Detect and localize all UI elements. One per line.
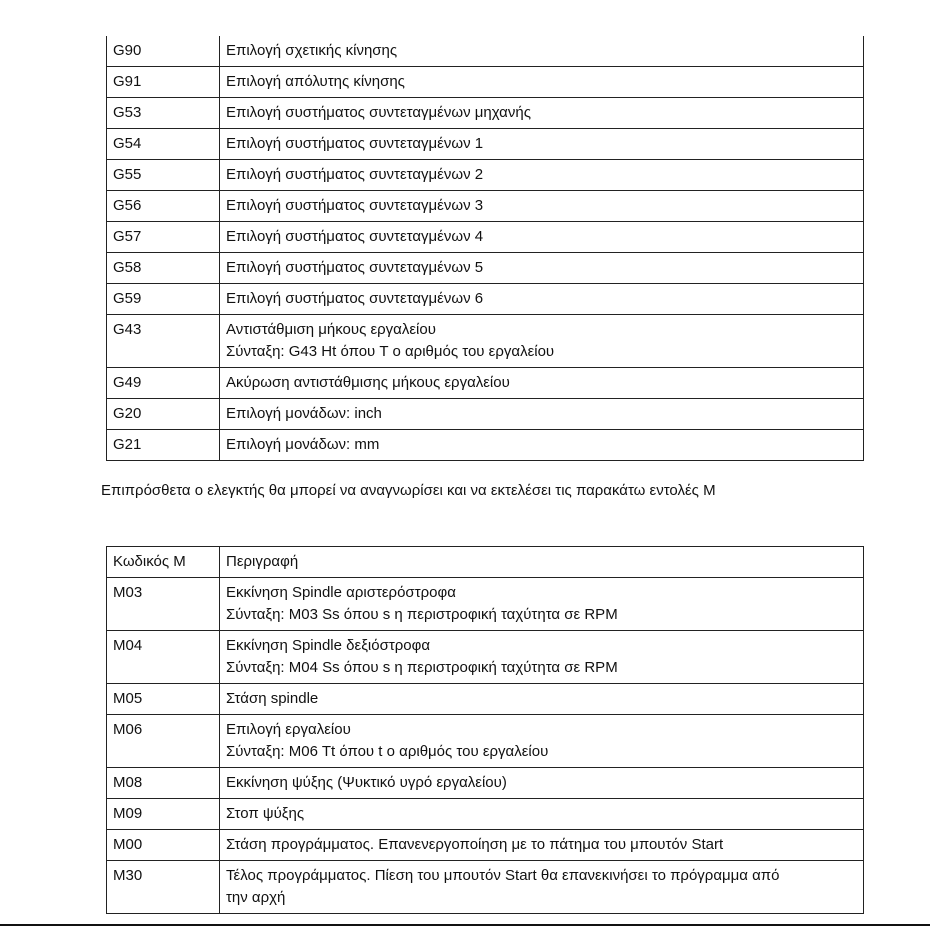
description-line: Σύνταξη: M03 Ss όπου s η περιστροφική ταχύτητα σε RPM — [226, 606, 618, 623]
description-line: Επιλογή σχετικής κίνησης — [226, 42, 398, 59]
code-cell: M03 — [107, 578, 220, 631]
code-cell: M06 — [107, 715, 220, 768]
description-cell — [220, 861, 864, 914]
page-bottom-rule — [0, 924, 930, 926]
description-line: Αντιστάθμιση μήκους εργαλείου — [226, 321, 436, 338]
code-cell: M08 — [107, 768, 220, 799]
description-line: Εκκίνηση Spindle αριστερόστροφα — [226, 584, 456, 601]
m-code-table — [106, 546, 864, 914]
g-code-table — [106, 36, 864, 461]
description-line: Εκκίνηση ψύξης (Ψυκτικό υγρό εργαλείου) — [226, 774, 507, 791]
code-cell: G20 — [107, 399, 220, 430]
code-cell: G49 — [107, 368, 220, 399]
description-line: Επιλογή μονάδων: inch — [226, 405, 382, 422]
code-cell: G91 — [107, 67, 220, 98]
description-cell — [220, 684, 864, 715]
description-cell — [220, 160, 864, 191]
code-cell: G56 — [107, 191, 220, 222]
code-cell: G58 — [107, 253, 220, 284]
code-cell: M04 — [107, 631, 220, 684]
description-line: Επιλογή συστήματος συντεταγμένων 6 — [226, 290, 484, 307]
description-cell — [220, 368, 864, 399]
description-line: Επιλογή συστήματος συντεταγμένων 5 — [226, 259, 484, 276]
description-line: την αρχή — [226, 889, 286, 906]
table-row — [107, 631, 864, 684]
table-row — [107, 861, 864, 914]
table-row — [107, 578, 864, 631]
table-row — [107, 399, 864, 430]
description-line: Επιλογή συστήματος συντεταγμένων 1 — [226, 135, 484, 152]
description-line: Επιλογή εργαλείου — [226, 721, 351, 738]
table-row — [107, 191, 864, 222]
code-cell: G57 — [107, 222, 220, 253]
header-description-cell: Περιγραφή — [220, 547, 864, 578]
table-row — [107, 368, 864, 399]
code-cell: G53 — [107, 98, 220, 129]
table-row — [107, 67, 864, 98]
description-cell — [220, 578, 864, 631]
table-row — [107, 36, 864, 67]
g-code-table-body — [107, 36, 864, 461]
description-cell — [220, 67, 864, 98]
description-line: Στάση spindle — [226, 690, 319, 707]
code-cell: G59 — [107, 284, 220, 315]
code-cell: G55 — [107, 160, 220, 191]
code-cell: M09 — [107, 799, 220, 830]
m-code-table-body — [107, 578, 864, 914]
description-cell — [220, 98, 864, 129]
code-cell: M00 — [107, 830, 220, 861]
table-row — [107, 430, 864, 461]
description-cell — [220, 399, 864, 430]
table-row — [107, 315, 864, 368]
description-line: Επιλογή συστήματος συντεταγμένων 3 — [226, 197, 484, 214]
description-cell — [220, 799, 864, 830]
table-row — [107, 715, 864, 768]
description-cell — [220, 191, 864, 222]
description-line: Ακύρωση αντιστάθμισης μήκους εργαλείου — [226, 374, 510, 391]
description-cell — [220, 715, 864, 768]
code-cell: M30 — [107, 861, 220, 914]
description-cell — [220, 768, 864, 799]
code-cell: G54 — [107, 129, 220, 160]
m-code-table-header — [107, 547, 864, 578]
description-cell — [220, 222, 864, 253]
table-row — [107, 129, 864, 160]
table-row — [107, 830, 864, 861]
description-line: Σύνταξη: G43 Ht όπου T ο αριθμός του εργαλείου — [226, 343, 555, 360]
description-line: Επιλογή συστήματος συντεταγμένων 2 — [226, 166, 484, 183]
header-code-cell: Κωδικός M — [107, 547, 220, 578]
table-row — [107, 98, 864, 129]
description-cell — [220, 631, 864, 684]
description-line: Στοπ ψύξης — [226, 805, 305, 822]
table-row — [107, 160, 864, 191]
description-cell — [220, 830, 864, 861]
description-cell — [220, 253, 864, 284]
table-row — [107, 684, 864, 715]
description-line: Στάση προγράμματος. Επανενεργοποίηση με το πάτημα του μπουτόν Start — [226, 836, 724, 853]
description-cell — [220, 284, 864, 315]
description-cell — [220, 430, 864, 461]
code-cell: G43 — [107, 315, 220, 368]
description-line: Σύνταξη: M06 Tt όπου t ο αριθμός του εργαλείου — [226, 743, 549, 760]
description-line: Σύνταξη: M04 Ss όπου s η περιστροφική ταχύτητα σε RPM — [226, 659, 618, 676]
description-line: Επιλογή απόλυτης κίνησης — [226, 73, 405, 90]
table-row — [107, 253, 864, 284]
m-commands-note: Επιπρόσθετα ο ελεγκτής θα μπορεί να αναγνωρίσει και να εκτελέσει τις παρακάτω εντολές M — [101, 482, 716, 499]
table-row — [107, 222, 864, 253]
description-line: Εκκίνηση Spindle δεξιόστροφα — [226, 637, 431, 654]
description-line: Επιλογή μονάδων: mm — [226, 436, 380, 453]
code-cell: M05 — [107, 684, 220, 715]
table-header-row — [107, 547, 864, 578]
description-line: Τέλος προγράμματος. Πίεση του μπουτόν Start θα επανεκινήσει το πρόγραμμα από — [226, 867, 780, 884]
description-cell — [220, 315, 864, 368]
table-row — [107, 768, 864, 799]
code-cell: G90 — [107, 36, 220, 67]
table-row — [107, 799, 864, 830]
description-line: Επιλογή συστήματος συντεταγμένων μηχανής — [226, 104, 531, 121]
code-cell: G21 — [107, 430, 220, 461]
table-row — [107, 284, 864, 315]
description-cell — [220, 129, 864, 160]
description-cell — [220, 36, 864, 67]
description-line: Επιλογή συστήματος συντεταγμένων 4 — [226, 228, 484, 245]
